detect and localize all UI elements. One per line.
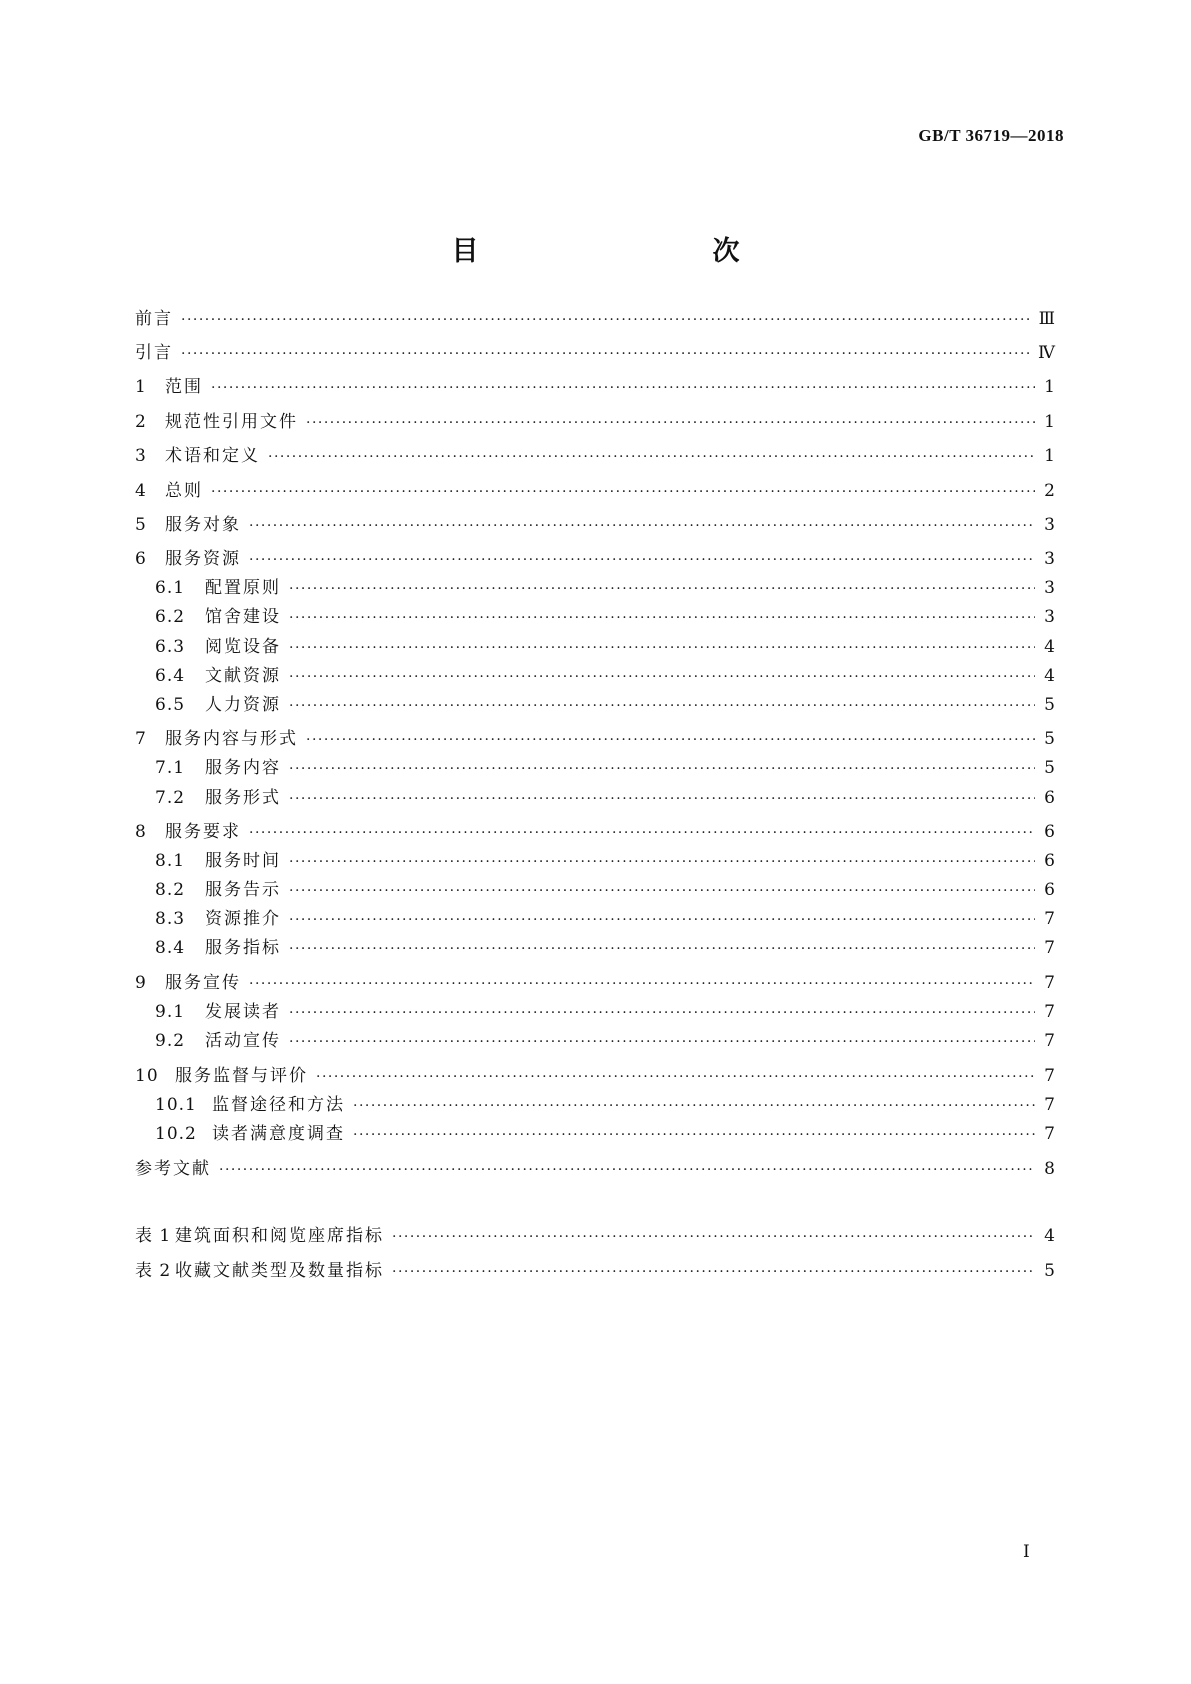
toc-leader-dots: [289, 850, 1035, 874]
toc-entry-page: 4: [1044, 1226, 1055, 1246]
toc-entry[interactable]: [155, 605, 1055, 629]
toc-entry[interactable]: [135, 1064, 1055, 1088]
toc-entry-title: 配置原则: [205, 578, 281, 598]
toc-entry-number: 10: [135, 1066, 159, 1086]
toc-entry-page: 1: [1044, 446, 1055, 466]
toc-leader-dots: [249, 821, 1035, 845]
toc-entry[interactable]: [135, 1259, 1055, 1283]
toc-entry-title: 服务内容: [205, 758, 281, 778]
toc-leader-dots: [181, 342, 1032, 366]
toc-entry-page: 3: [1044, 607, 1055, 627]
toc-entry-page: 7: [1044, 973, 1055, 993]
toc-leader-dots: [289, 937, 1035, 961]
toc-leader-dots: [249, 972, 1035, 996]
toc-entry-title: 前言: [135, 309, 173, 329]
toc-entry-page: 4: [1044, 637, 1055, 657]
toc-entry[interactable]: [155, 1029, 1055, 1053]
toc-entry-number: 6.3: [155, 637, 186, 657]
toc-entry-page: 7: [1044, 938, 1055, 958]
toc-entry[interactable]: [155, 756, 1055, 780]
toc-leader-dots: [289, 787, 1035, 811]
toc-leader-dots: [181, 308, 1033, 332]
toc-leader-dots: [289, 879, 1035, 903]
toc-entry-number: 5: [135, 515, 147, 535]
toc-leader-dots: [289, 577, 1035, 601]
toc-leader-dots: [211, 480, 1035, 504]
toc-entry-number: 7: [135, 729, 147, 749]
toc-leader-dots: [219, 1158, 1035, 1182]
toc-entry-title: 服务宣传: [165, 973, 241, 993]
toc-entry-title: 术语和定义: [165, 446, 260, 466]
toc-entry-number: 2: [135, 412, 147, 432]
toc-entry[interactable]: [135, 307, 1055, 331]
toc-entry-number: 7.2: [155, 788, 186, 808]
toc-entry-page: 6: [1044, 851, 1055, 871]
toc-entry-title: 总则: [165, 481, 203, 501]
toc-entry[interactable]: [135, 444, 1055, 468]
toc-entry-page: 6: [1044, 822, 1055, 842]
toc-leader-dots: [268, 445, 1035, 469]
toc-leader-dots: [289, 636, 1035, 660]
toc-entry-title: 服务对象: [165, 515, 241, 535]
toc-entry-number: 8.3: [155, 909, 186, 929]
toc-entry[interactable]: [135, 341, 1055, 365]
toc-entry-page: 1: [1044, 377, 1055, 397]
toc-entry-title: 规范性引用文件: [165, 412, 298, 432]
toc-leader-dots: [289, 1001, 1035, 1025]
toc-entry-page: Ⅳ: [1038, 343, 1055, 363]
toc-entry-title: 资源推介: [205, 909, 281, 929]
toc-leader-dots: [392, 1225, 1035, 1249]
toc-entry-number: 8: [135, 822, 147, 842]
toc-entry-title: 参考文献: [135, 1159, 211, 1179]
toc-entry[interactable]: [155, 1122, 1055, 1146]
toc-entry-page: 3: [1044, 578, 1055, 598]
toc-entry-number: 7.1: [155, 758, 186, 778]
toc-leader-dots: [316, 1065, 1035, 1089]
toc-entry-title: 读者满意度调查: [212, 1124, 345, 1144]
toc-leader-dots: [249, 548, 1035, 572]
toc-entry-number: 6.2: [155, 607, 186, 627]
toc-entry-title: 服务内容与形式: [165, 729, 298, 749]
toc-entry-number: 6.5: [155, 695, 186, 715]
toc-entry-title: 服务资源: [165, 549, 241, 569]
toc-leader-dots: [289, 665, 1035, 689]
toc-leader-dots: [353, 1094, 1035, 1118]
toc-entry-number: 10.1: [155, 1095, 197, 1115]
toc-entry[interactable]: [135, 1224, 1055, 1248]
toc-leader-dots: [289, 908, 1035, 932]
toc-entry-page: 5: [1044, 695, 1055, 715]
toc-leader-dots: [289, 694, 1035, 718]
toc-entry-number: 9.1: [155, 1002, 186, 1022]
toc-entry-number: 8.1: [155, 851, 186, 871]
toc-entry-page: 4: [1044, 666, 1055, 686]
toc-entry[interactable]: [155, 664, 1055, 688]
toc-entry-number: 4: [135, 481, 147, 501]
toc-entry-title: 服务形式: [205, 788, 281, 808]
toc-entry-page: 7: [1044, 1031, 1055, 1051]
toc-entry-number: 6: [135, 549, 147, 569]
toc-entry-page: 5: [1044, 729, 1055, 749]
toc-leader-dots: [306, 411, 1035, 435]
toc-entry-page: 7: [1044, 909, 1055, 929]
toc-entry-number: 9: [135, 973, 147, 993]
toc-entry-page: 8: [1044, 1159, 1055, 1179]
page-number: I: [1023, 1542, 1030, 1562]
toc-entry-title: 服务时间: [205, 851, 281, 871]
toc-entry[interactable]: [155, 936, 1055, 960]
toc-entry-title: 服务要求: [165, 822, 241, 842]
toc-entry-number: 3: [135, 446, 147, 466]
toc-entry[interactable]: [135, 513, 1055, 537]
toc-leader-dots: [353, 1123, 1035, 1147]
toc-entry-title: 引言: [135, 343, 173, 363]
toc-entry-page: 7: [1044, 1124, 1055, 1144]
toc-entry[interactable]: [135, 410, 1055, 434]
toc-entry-page: 3: [1044, 515, 1055, 535]
toc-entry-page: 5: [1044, 758, 1055, 778]
toc-entry-title: 服务告示: [205, 880, 281, 900]
toc-entry-number: 1: [135, 377, 147, 397]
toc-entry-number: 8.4: [155, 938, 186, 958]
toc-entry-title: 文献资源: [205, 666, 281, 686]
toc-leader-dots: [289, 757, 1035, 781]
toc-entry-title: 阅览设备: [205, 637, 281, 657]
toc-entry[interactable]: [155, 1093, 1055, 1117]
toc-entry[interactable]: [135, 971, 1055, 995]
toc-entry-number: 8.2: [155, 880, 186, 900]
toc-entry[interactable]: [155, 693, 1055, 717]
toc-entry-title: 馆舍建设: [205, 607, 281, 627]
toc-entry-page: 6: [1044, 788, 1055, 808]
toc-entry-page: 7: [1044, 1066, 1055, 1086]
toc-entry-title: 监督途径和方法: [212, 1095, 345, 1115]
toc-entry-page: 5: [1044, 1261, 1055, 1281]
toc-entry-page: 3: [1044, 549, 1055, 569]
toc-entry-page: 7: [1044, 1095, 1055, 1115]
toc-entry-number: 表 1: [135, 1226, 172, 1246]
toc-entry[interactable]: [155, 1000, 1055, 1024]
toc-entry[interactable]: [135, 479, 1055, 503]
toc-entry-title: 人力资源: [205, 695, 281, 715]
toc-entry-page: Ⅲ: [1038, 309, 1055, 329]
toc-leader-dots: [211, 376, 1035, 400]
toc-leader-dots: [289, 1030, 1035, 1054]
toc-entry-number: 9.2: [155, 1031, 186, 1051]
toc-entry-title: 发展读者: [205, 1002, 281, 1022]
toc-entry-number: 表 2: [135, 1261, 172, 1281]
toc-entry[interactable]: [155, 635, 1055, 659]
toc-leader-dots: [289, 606, 1035, 630]
toc-entry-number: 10.2: [155, 1124, 197, 1144]
page-title: 目 次: [451, 236, 800, 267]
toc-leader-dots: [392, 1260, 1035, 1284]
toc-entry-number: 6.4: [155, 666, 186, 686]
toc-entry-page: 6: [1044, 880, 1055, 900]
toc-entry-title: 收藏文献类型及数量指标: [175, 1261, 384, 1281]
toc-entry-page: 1: [1044, 412, 1055, 432]
toc-entry[interactable]: [135, 820, 1055, 844]
toc-entry[interactable]: [135, 375, 1055, 399]
toc-entry[interactable]: [155, 849, 1055, 873]
toc-entry[interactable]: [155, 878, 1055, 902]
toc-leader-dots: [306, 728, 1035, 752]
toc-entry-page: 2: [1044, 481, 1055, 501]
toc-entry-page: 7: [1044, 1002, 1055, 1022]
toc-entry[interactable]: [135, 547, 1055, 571]
toc-entry[interactable]: [135, 727, 1055, 751]
toc-entry-title: 建筑面积和阅览座席指标: [175, 1226, 384, 1246]
toc-entry-number: 6.1: [155, 578, 186, 598]
toc-entry[interactable]: [155, 907, 1055, 931]
toc-entry[interactable]: [155, 786, 1055, 810]
toc-entry[interactable]: [155, 576, 1055, 600]
toc-leader-dots: [249, 514, 1035, 538]
toc-entry-title: 服务指标: [205, 938, 281, 958]
standard-number: GB/T 36719—2018: [918, 126, 1064, 145]
toc-entry-title: 服务监督与评价: [175, 1066, 308, 1086]
toc-entry-title: 范围: [165, 377, 203, 397]
toc-entry-title: 活动宣传: [205, 1031, 281, 1051]
toc-entry[interactable]: [135, 1157, 1055, 1181]
